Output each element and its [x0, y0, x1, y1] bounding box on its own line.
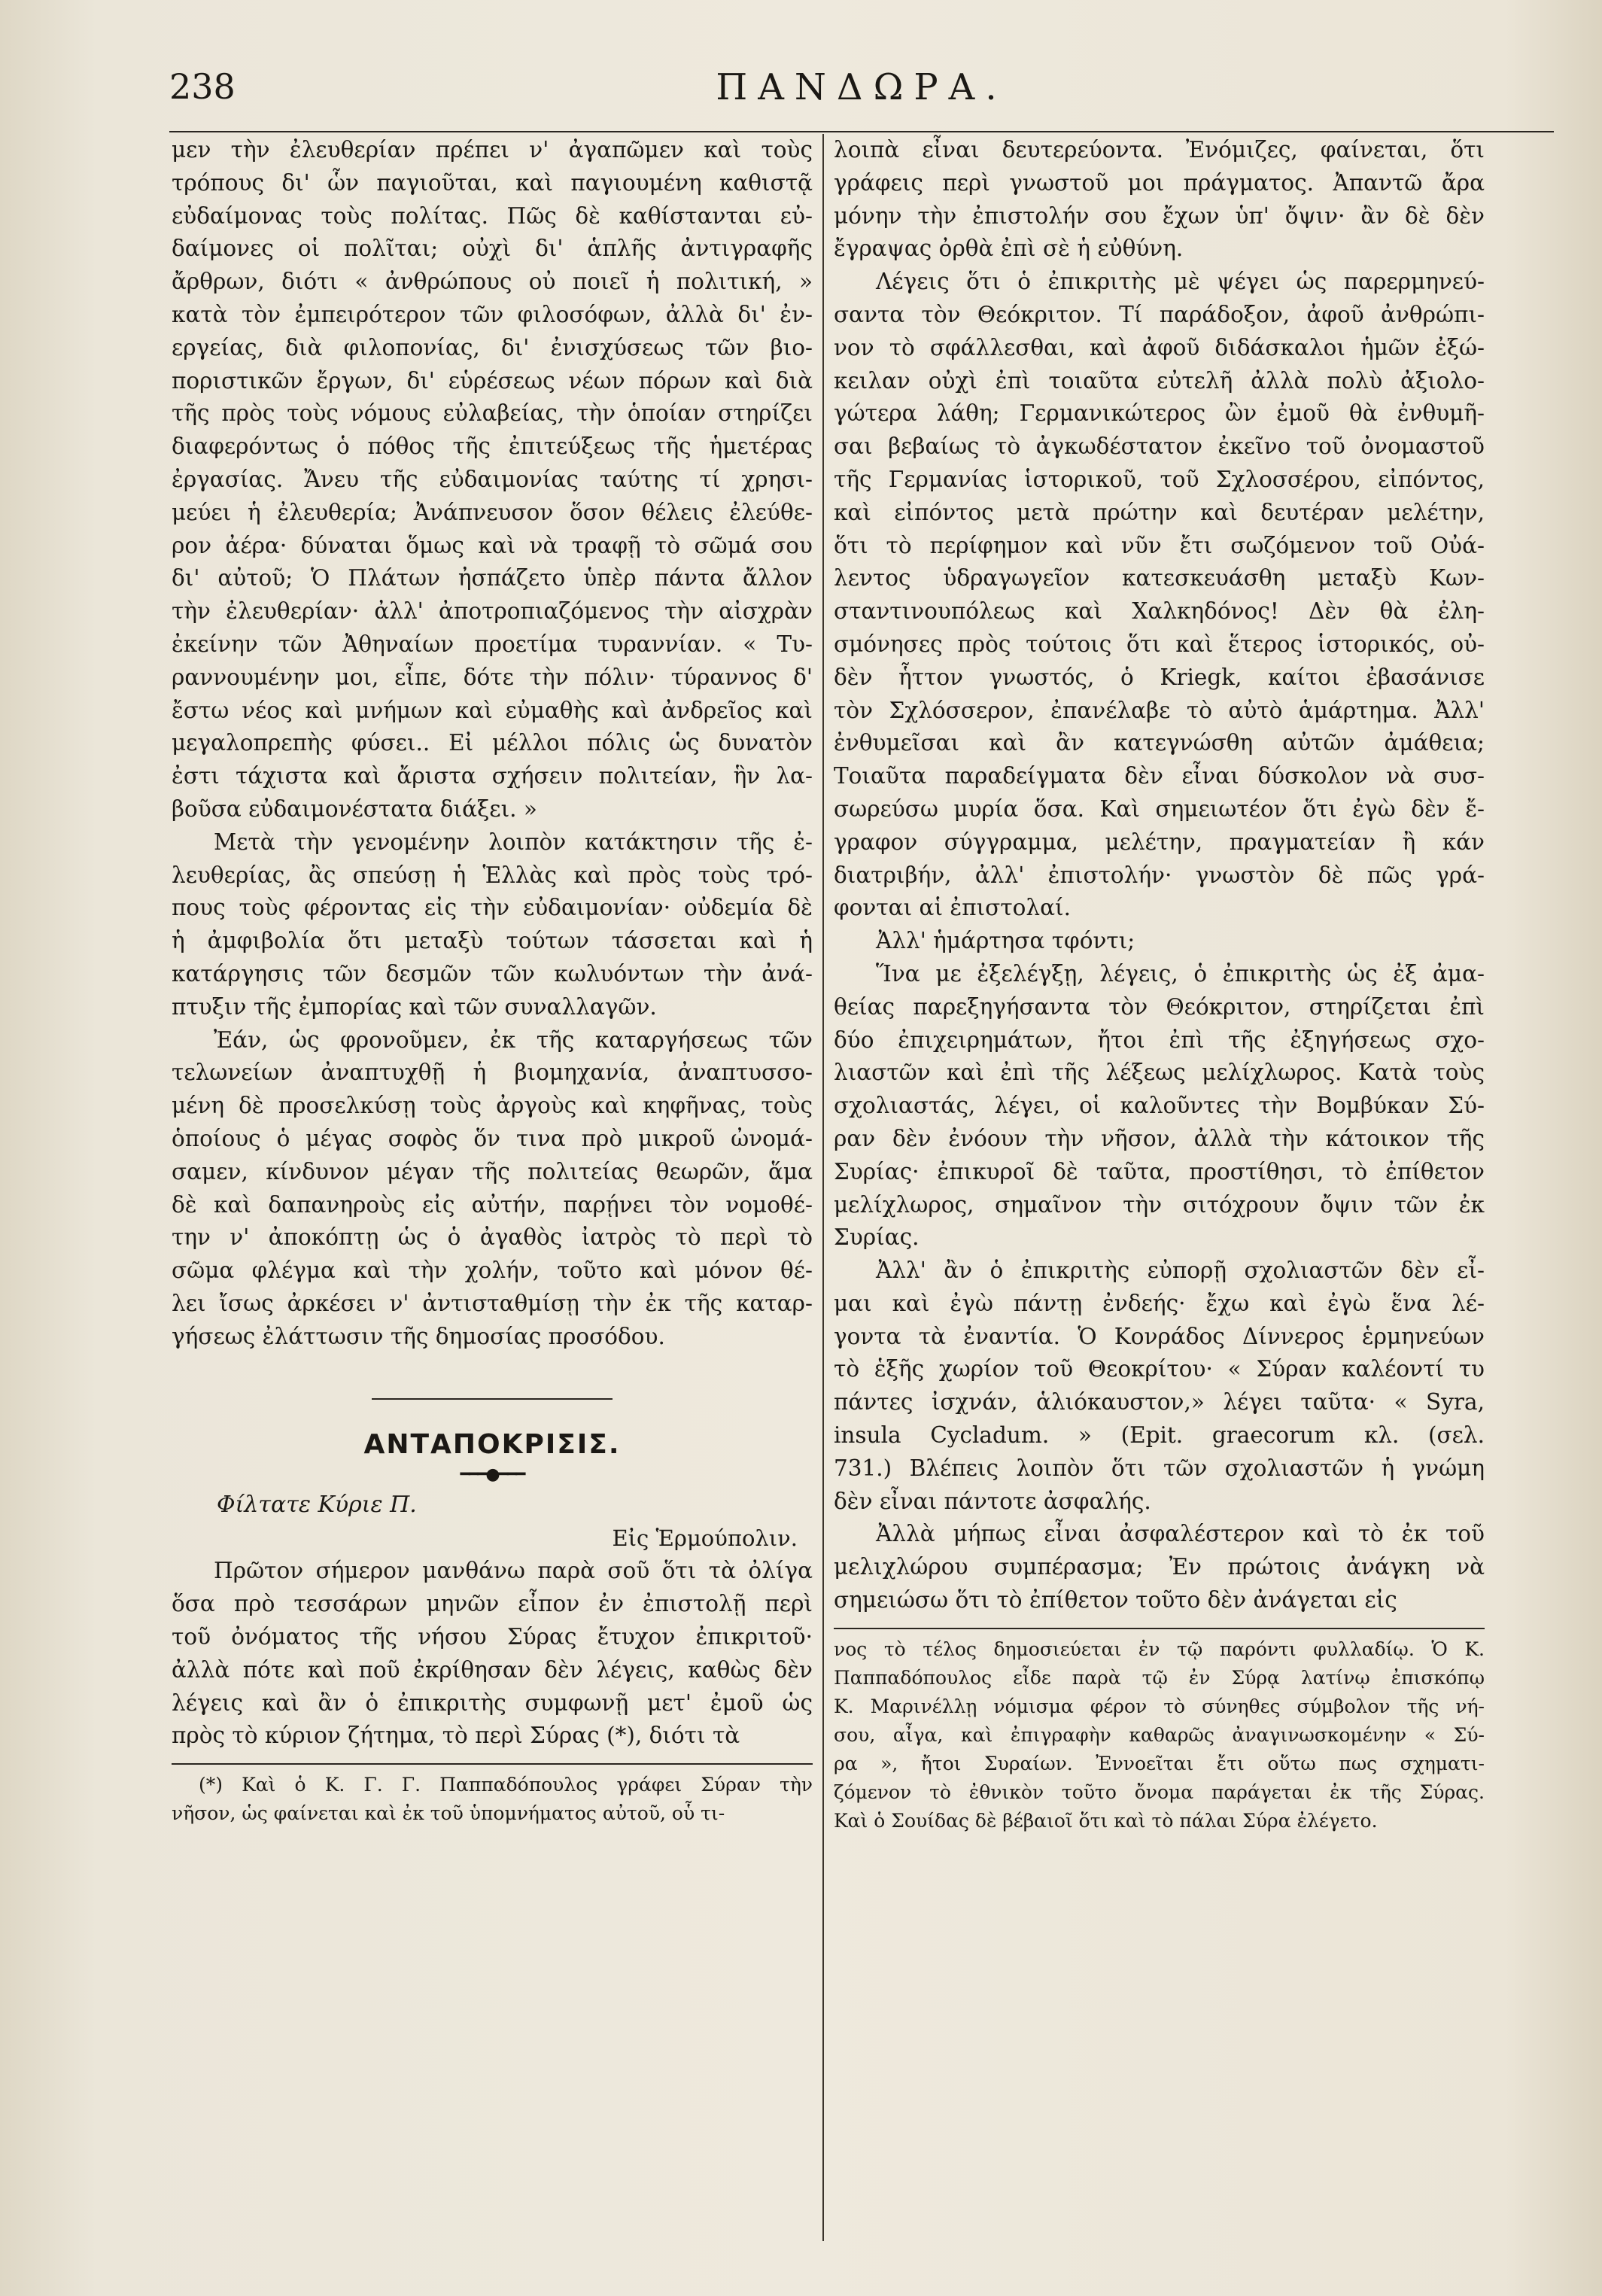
text-line: ὅσα πρὸ τεσσάρων μηνῶν εἶπον ἐν ἐπιστολῇ περὶ: [172, 1591, 813, 1617]
text-line: ὁποίους ὁ μέγας σοφὸς ὅν τινα πρὸ μικροῦ ὠνομά-: [172, 1125, 813, 1151]
text-line: δὲν ἧττον γνωστός, ὁ Kriegk, καίτοι ἐβασάνισε: [834, 664, 1485, 690]
text-line: Ἀλλὰ μήπως εἶναι ἀσφαλέστερον καὶ τὸ ἐκ τοῦ: [876, 1521, 1485, 1547]
text-line: Λέγεις ὅτι ὁ ἐπικριτὴς μὲ ψέγει ὡς παρερμηνεύ-: [876, 269, 1485, 295]
section-title: ΑΝΤΑΠΟΚΡΙΣΙΣ.: [363, 1429, 621, 1461]
text-line: Συρίας· ἐπικυροῖ δὲ ταῦτα, προστίθησι, τὸ ἐπίθετον: [834, 1158, 1485, 1184]
text-line: λέγεις καὶ ἂν ὁ ἐπικριτὴς συμφωνῇ μετ' ἐμοῦ ὡς: [172, 1689, 813, 1716]
text-line: τῆς πρὸς τοὺς νόμους εὐλαβείας, τὴν ὁποίαν στηρίζει: [172, 400, 813, 427]
text-line: νος τὸ τέλος δημοσιεύεται ἐν τῷ παρόντι φυλλαδίῳ. Ὁ Κ.: [834, 1638, 1485, 1660]
text-line: νῆσον, ὡς φαίνεται καὶ ἐκ τοῦ ὑπομνήματος αὐτοῦ, οὗ τι-: [172, 1802, 725, 1825]
text-line: την ν' ἀποκόπτῃ ὡς ὁ ἀγαθὸς ἰατρὸς τὸ περὶ τὸ: [172, 1224, 813, 1251]
text-line: ἔστω νέος καὶ μνήμων καὶ εὐμαθὴς καὶ ἀνδρεῖος καὶ: [172, 697, 813, 723]
letter-place: Εἰς Ἑρμούπολιν.: [612, 1525, 798, 1552]
text-line: ποριστικῶν ἔργων, δι' εὑρέσεως νέων πόρων καὶ διὰ: [172, 367, 813, 394]
text-line: δι' αὐτοῦ; Ὁ Πλάτων ἠσπάζετο ὑπὲρ πάντα ἄλλον: [172, 565, 813, 591]
footnote-rule: [172, 1763, 813, 1765]
running-title: ΠΑΝΔΩΡΑ.: [716, 66, 1008, 108]
text-line: Ἀλλ' ἡμάρτησα τφόντι;: [876, 928, 1135, 954]
text-line: βοῦσα εὐδαιμονέστατα διάξει. »: [172, 795, 537, 822]
right-column: [834, 134, 1485, 1835]
text-line: τοῦ ὀνόματος τῆς νήσου Σύρας ἔτυχον ἐπικριτοῦ·: [172, 1624, 813, 1650]
text-line: ἄρθρων, διότι « ἀνθρώπους οὐ ποιεῖ ἡ πολιτική, »: [172, 269, 813, 295]
text-line: ἀλλὰ πότε καὶ ποῦ ἐκρίθησαν δὲν λέγεις, καθὼς δὲν: [172, 1656, 813, 1683]
text-line: σωρεύσω μυρία ὅσα. Καὶ σημειωτέον ὅτι ἐγὼ δὲν ἔ-: [834, 795, 1485, 822]
text-line: μόνην τὴν ἐπιστολήν σου ἔχων ὑπ' ὄψιν· ἂν δὲ δὲν: [834, 202, 1485, 229]
right-body-text: [834, 134, 1485, 1617]
text-line: τελωνείων ἀναπτυχθῇ ἡ βιομηχανία, ἀναπτυσσο-: [172, 1060, 813, 1086]
text-line: ραν δὲν ἐνόουν τὴν νῆσον, ἀλλὰ τὴν κάτοικον τῆς: [834, 1125, 1485, 1151]
letter-salutation: Φίλτατε Κύριε Π.: [217, 1492, 417, 1519]
text-line: Παππαδόπουλος εἶδε παρὰ τῷ ἐν Σύρᾳ λατίνῳ ἐπισκόπῳ: [834, 1666, 1485, 1689]
text-line: Ἐάν, ὡς φρονοῦμεν, ἐκ τῆς καταργήσεως τῶν: [214, 1026, 813, 1053]
text-line: λοιπὰ εἶναι δευτερεύοντα. Ἐνόμιζες, φαίνεται, ὅτι: [834, 137, 1485, 163]
text-line: σῶμα φλέγμα καὶ τὴν χολήν, τοῦτο καὶ μόνον θέ-: [172, 1257, 813, 1284]
reply-body-text: [172, 1555, 813, 1753]
text-line: Συρίας.: [834, 1224, 920, 1251]
text-line: καὶ εἰπόντος μετὰ πρώτην καὶ δευτέραν μελέτην,: [834, 499, 1485, 525]
text-line: λει ἴσως ἀρκέσει ν' ἀντισταθμίσῃ τὴν ἐκ τῆς καταρ-: [172, 1290, 813, 1316]
text-line: Ἵνα με ἐξελέγξῃ, λέγεις, ὁ ἐπικριτὴς ὡς ἐξ ἀμα-: [876, 960, 1485, 987]
section-rule: [372, 1398, 613, 1400]
text-line: μεν τὴν ἐλευθερίαν πρέπει ν' ἀγαπῶμεν καὶ τοὺς: [172, 137, 813, 163]
text-line: ἐργασίας. Ἄνευ τῆς εὐδαιμονίας ταύτης τί χρησι-: [172, 466, 813, 492]
text-line: ρα », ἤτοι Συραίων. Ἐννοεῖται ἔτι οὕτω πως σχηματι-: [834, 1752, 1485, 1774]
text-line: πτυξιν τῆς ἐμπορίας καὶ τῶν συναλλαγῶν.: [172, 993, 657, 1020]
text-line: τὸ ἑξῆς χωρίον τοῦ Θεοκρίτου· « Σύραν καλέοντί τυ: [834, 1356, 1485, 1382]
text-line: τρόπους δι' ὧν παγιοῦται, καὶ παγιουμένη καθιστᾷ: [172, 169, 813, 196]
text-line: 731.) Βλέπεις λοιπὸν ὅτι τῶν σχολιαστῶν ἡ γνώμη: [834, 1455, 1485, 1481]
text-line: ραννουμένην μοι, εἶπε, δότε τὴν πόλιν· τύραννος δ': [172, 664, 813, 690]
text-line: Καὶ ὁ Σουίδας δὲ βέβαιοῖ ὅτι καὶ τὸ πάλαι Σύρα ἐλέγετο.: [834, 1809, 1378, 1832]
text-line: σμόνησες πρὸς τούτοις ὅτι καὶ ἕτερος ἱστορικός, οὐ-: [834, 631, 1485, 657]
text-line: ἐστι τάχιστα καὶ ἄριστα σχήσειν πολιτείαν, ἣν λα-: [172, 763, 813, 789]
text-line: Πρῶτον σήμερον μανθάνω παρὰ σοῦ ὅτι τὰ ὀλίγα: [214, 1558, 813, 1584]
text-line: πρὸς τὸ κύριον ζήτημα, τὸ περὶ Σύρας (*), διότι τὰ: [172, 1723, 740, 1749]
text-line: μελιχλώρου συμπέρασμα; Ἐν πρώτοις ἀνάγκη νὰ: [834, 1554, 1485, 1580]
section-ornament: ━━━●━━━: [460, 1465, 524, 1485]
text-line: λιαστῶν καὶ ἐπὶ τῆς λέξεως μελίχλωρος. Κατὰ τοὺς: [834, 1060, 1485, 1086]
text-line: γραφον σύγγραμμα, μελέτην, πραγματείαν ἢ κάν: [834, 829, 1485, 855]
text-line: ἐκείνην τῶν Ἀθηναίων προετίμα τυραννίαν. « Τυ-: [172, 631, 813, 657]
left-footnote: [172, 1771, 813, 1828]
footnote-rule-right: [834, 1628, 1485, 1629]
text-line: insula Cycladum. » (Epit. graecorum κλ. (σελ.: [834, 1422, 1485, 1449]
page-header: [169, 66, 1554, 119]
text-line: τὴν ἐλευθερίαν· ἀλλ' ἀποτροπιαζόμενος τὴν αἰσχρὰν: [172, 598, 813, 625]
text-line: ἡ ἀμφιβολία ὅτι μεταξὺ τούτων τάσσεται καὶ ἡ: [172, 928, 813, 954]
text-line: νον τὸ σφάλλεσθαι, καὶ ἀφοῦ διδάσκαλοι ἡμῶν ἐξώ-: [834, 334, 1485, 360]
text-line: ἐνθυμεῖσαι καὶ ἂν κατεγνώσθη αὐτῶν ἀμάθεια;: [834, 730, 1485, 756]
text-line: κατάργησις τῶν δεσμῶν τῶν κωλυόντων τὴν ἀνά-: [172, 960, 813, 987]
text-line: λεντος ὑδραγωγεῖον κατεσκευάσθη μεταξὺ Κων-: [834, 565, 1485, 591]
text-line: διαφερόντως ὁ πόθος τῆς ἐπιτεύξεως τῆς ἡμετέρας: [172, 433, 813, 460]
text-line: ἔγραψας ὀρθὰ ἐπὶ σὲ ἡ εὐθύνη.: [834, 236, 1184, 262]
text-line: θείας παρεξηγήσαντα τὸν Θεόκριτον, στηρίζεται ἐπὶ: [834, 993, 1485, 1020]
header-rule: [169, 131, 1554, 132]
text-line: ρον ἀέρα· δύναται ὅμως καὶ νὰ τραφῇ τὸ σῶμά σου: [172, 532, 813, 558]
text-line: μαι καὶ ἐγὼ πάντῃ ἐνδεής· ἔχω καὶ ἐγὼ ἕνα λέ-: [834, 1290, 1485, 1316]
text-line: (*) Καὶ ὁ Κ. Γ. Γ. Παππαδόπουλος γράφει Σύραν τὴν: [199, 1774, 813, 1796]
text-line: μεγαλοπρεπὴς φύσει.. Εἰ μέλλοι πόλις ὡς δυνατὸν: [172, 730, 813, 756]
text-line: γώτερα λάθη; Γερμανικώτερος ὢν ἐμοῦ θὰ ἐνθυμῆ-: [834, 400, 1485, 427]
text-line: δὲν εἶναι πάντοτε ἀσφαλής.: [834, 1488, 1151, 1514]
text-line: σαντα τὸν Θεόκριτον. Τί παράδοξον, ἀφοῦ ἀνθρώπι-: [834, 301, 1485, 327]
text-line: γήσεως ἐλάττωσιν τῆς δημοσίας προσόδου.: [172, 1323, 665, 1349]
text-line: σημειώσω ὅτι τὸ ἐπίθετον τοῦτο δὲν ἀνάγεται εἰς: [834, 1587, 1397, 1613]
text-line: δύο ἐπιχειρημάτων, ἤτοι ἐπὶ τῆς ἐξηγήσεως σχο-: [834, 1026, 1485, 1053]
text-line: τῆς Γερμανίας ἱστορικοῦ, τοῦ Σχλοσσέρου, εἰπόντος,: [834, 466, 1485, 492]
right-footnote: [834, 1635, 1485, 1835]
text-line: σταντινουπόλεως καὶ Χαλκηδόνος! Δὲν θὰ ἐλη-: [834, 598, 1485, 625]
text-line: Μετὰ τὴν γενομένην λοιπὸν κατάκτησιν τῆς ἐ-: [214, 829, 813, 855]
text-line: κατὰ τὸν ἐμπειρότερον τῶν φιλοσόφων, ἀλλὰ δι' ἐν-: [172, 301, 813, 327]
text-line: γοντα τὰ ἐναντία. Ὁ Κονράδος Δίννερος ἑρμηνεύων: [834, 1323, 1485, 1349]
text-line: Τοιαῦτα παραδείγματα δὲν εἶναι δύσκολον νὰ συσ-: [834, 763, 1485, 789]
text-line: μένη δὲ προσελκύσῃ τοὺς ἀργοὺς καὶ κηφῆνας, τοὺς: [172, 1093, 813, 1119]
text-line: πους τοὺς φέροντας εἰς τὴν εὐδαιμονίαν· οὐδεμία δὲ: [172, 895, 813, 921]
text-line: ζόμενον τὸ ἐθνικὸν τοῦτο ὄνομα παράγεται ἐκ τῆς Σύρας.: [834, 1781, 1485, 1803]
text-line: γράφεις περὶ γνωστοῦ μοι πράγματος. Ἀπαντῶ ἄρα: [834, 169, 1485, 196]
text-line: σαμεν, κίνδυνον μέγαν τῆς πολιτείας θεωρῶν, ἅμα: [172, 1158, 813, 1184]
text-line: λευθερίας, ἂς σπεύσῃ ἡ Ἑλλὰς καὶ πρὸς τοὺς τρό-: [172, 862, 813, 888]
text-line: δὲ καὶ δαπανηροὺς εἰς αὐτήν, παρῄνει τὸν νομοθέ-: [172, 1191, 813, 1218]
text-line: διατριβήν, ἀλλ' ἐπιστολήν· γνωστὸν δὲ πῶς γρά-: [834, 862, 1485, 888]
text-line: σχολιαστάς, λέγει, οἱ καλοῦντες τὴν Βομβύκαν Σύ-: [834, 1093, 1485, 1119]
text-line: δαίμονες οἱ πολῖται; οὐχὶ δι' ἁπλῆς ἀντιγραφῆς: [172, 236, 813, 262]
text-line: μελίχλωρος, σημαῖνον τὴν σιτόχρουν ὄψιν τῶν ἐκ: [834, 1191, 1485, 1218]
text-line: μεύει ἡ ἐλευθερία; Ἀνάπνευσον ὅσον θέλεις ἐλεύθε-: [172, 499, 813, 525]
text-line: εὐδαίμονας τοὺς πολίτας. Πῶς δὲ καθίστανται εὐ-: [172, 202, 813, 229]
text-line: Ἀλλ' ἂν ὁ ἐπικριτὴς εὐπορῇ σχολιαστῶν δὲν εἶ-: [876, 1257, 1485, 1284]
page-number: 238: [169, 66, 236, 107]
text-line: ὅτι τὸ περίφημον καὶ νῦν ἔτι σωζόμενον τοῦ Οὐά-: [834, 532, 1485, 558]
text-line: σαι βεβαίως τὸ ἀγκωδέστατον ἐκεῖνο τοῦ ὀνομαστοῦ: [834, 433, 1485, 460]
text-line: κειλαν οὐχὶ ἐπὶ τοιαῦτα εὐτελῆ ἀλλὰ πολὺ ἀξιολο-: [834, 367, 1485, 394]
left-body-text: [172, 134, 813, 1353]
left-column: [172, 134, 813, 1828]
text-line: εργείας, διὰ φιλοπονίας, δι' ἐνισχύσεως τῶν βιο-: [172, 334, 813, 360]
text-line: πάντες ἰσχνάν, ἁλιόκαυστον,» λέγει ταῦτα· « Syra,: [834, 1389, 1485, 1416]
text-line: σου, αἶγα, καὶ ἐπιγραφὴν καθαρῶς ἀναγινωσκομένην « Σύ-: [834, 1723, 1485, 1746]
text-line: Κ. Μαρινέλλῃ νόμισμα φέρον τὸ σύνηθες σύμβολον τῆς νή-: [834, 1695, 1485, 1717]
column-divider: [822, 134, 824, 2241]
text-line: τὸν Σχλόσσερον, ἐπανέλαβε τὸ αὐτὸ ἁμάρτημα. Ἀλλ': [834, 697, 1485, 723]
text-line: φονται αἱ ἐπιστολαί.: [834, 895, 1071, 921]
